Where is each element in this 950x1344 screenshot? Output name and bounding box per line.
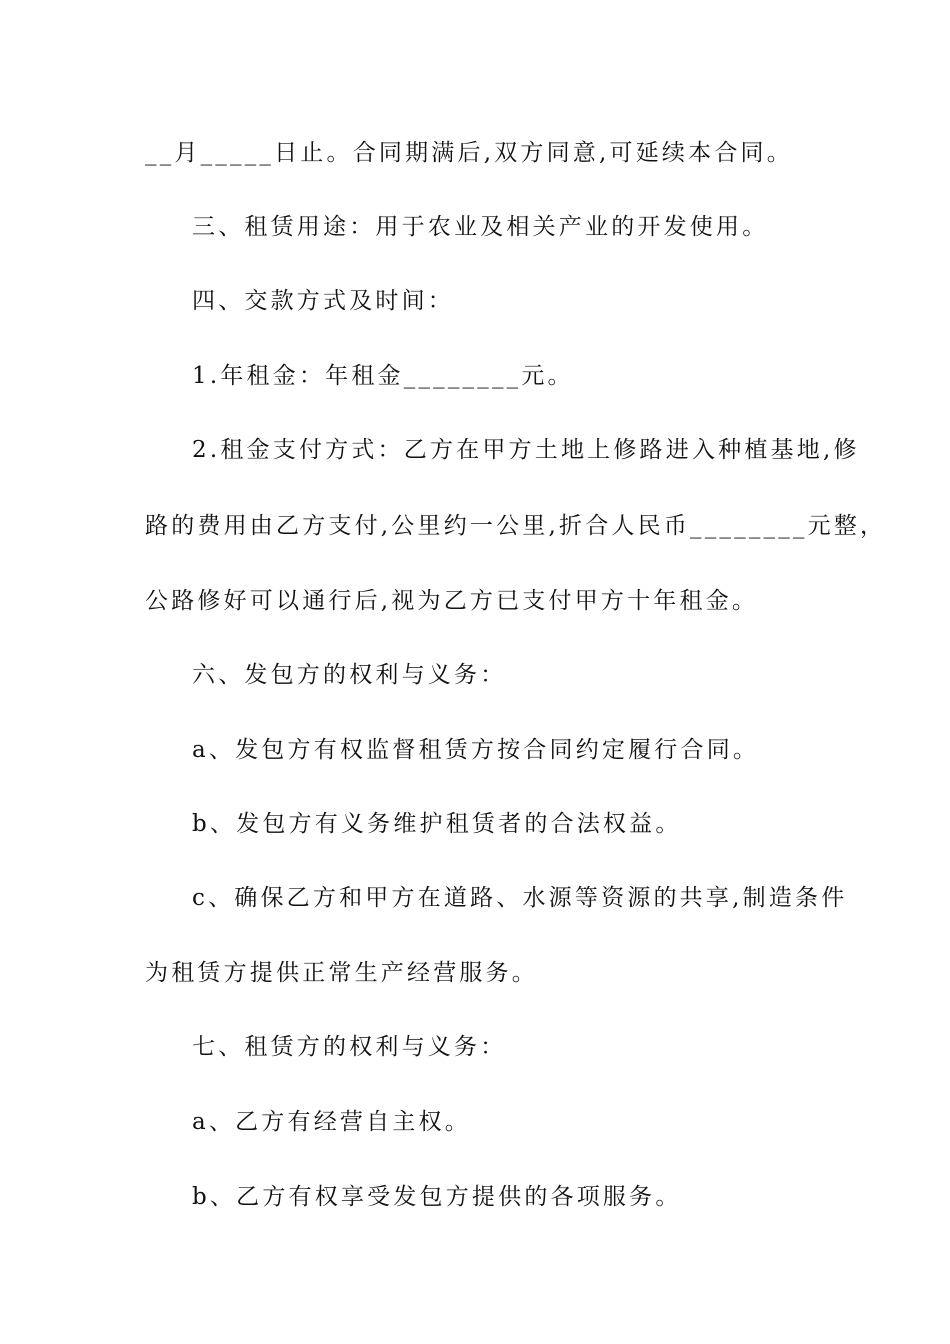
clause-6-c-cont: 为租赁方提供正常生产经营服务。 (145, 960, 538, 986)
clause-6-b: b、发包方有义务维护租赁者的合法权益。 (192, 811, 682, 837)
clause-4-2-payment: 2.租金支付方式：乙方在甲方土地上修路进入种植基地,修 (192, 437, 860, 463)
section-4-heading: 四、交款方式及时间： (192, 288, 454, 314)
clause-6-c: c、确保乙方和甲方在道路、水源等资源的共享,制造条件 (192, 885, 848, 911)
clause-7-a: a、乙方有经营自主权。 (192, 1109, 471, 1135)
section-3-usage: 三、租赁用途：用于农业及相关产业的开发使用。 (192, 214, 769, 240)
clause-4-1-annual-rent: 1.年租金：年租金________元。 (192, 363, 574, 389)
clause-4-2-payment-cont2: 公路修好可以通行后,视为乙方已支付甲方十年租金。 (145, 588, 759, 614)
text-line-continuation: __月_____日止。合同期满后,双方同意,可延续本合同。 (145, 140, 793, 166)
clause-7-b: b、乙方有权享受发包方提供的各项服务。 (192, 1184, 682, 1210)
section-7-heading: 七、租赁方的权利与义务： (192, 1034, 507, 1060)
clause-4-2-payment-cont1: 路的费用由乙方支付,公里约一公里,折合人民币________元整， (145, 513, 887, 539)
section-6-heading: 六、发包方的权利与义务： (192, 662, 507, 688)
clause-6-a: a、发包方有权监督租赁方按合同约定履行合同。 (192, 737, 760, 763)
